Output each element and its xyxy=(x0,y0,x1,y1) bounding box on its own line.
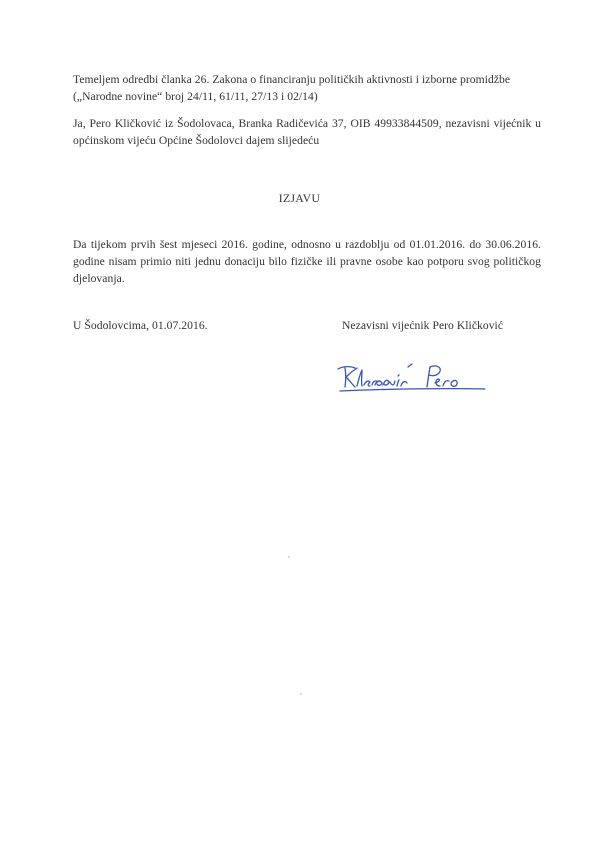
scan-speck xyxy=(300,693,302,695)
handwritten-signature xyxy=(335,360,515,394)
legal-basis-paragraph: Temeljem odredbi članka 26. Zakona o financiranju političkih aktivnosti i izborne promidžbe („Narodne novine“ broj 24/11, 61/11, 27/13 i 02/14) xyxy=(73,73,511,103)
place-and-date: U Šodolovcima, 01.07.2016. xyxy=(73,319,208,332)
signer-label: Nezavisni vijećnik Pero Kličković xyxy=(342,319,504,332)
scan-speck xyxy=(288,556,290,558)
declarant-paragraph: Ja, Pero Kličković iz Šodolovaca, Branka Radičevića 37, OIB 49933844509, nezavisni vijećnik u općinskom vijeću Općine Šodolovci dajem slijedeću xyxy=(73,117,541,147)
document-title: IZJAVU xyxy=(278,192,321,205)
statement-paragraph: Da tijekom prvih šest mjeseci 2016. godine, odnosno u razdoblju od 01.01.2016. do 30.06.2016. godine nisam primio niti jednu donaciju bilo fizičke ili pravne osobe kao potporu svog političkog djelovanja. xyxy=(73,238,541,285)
